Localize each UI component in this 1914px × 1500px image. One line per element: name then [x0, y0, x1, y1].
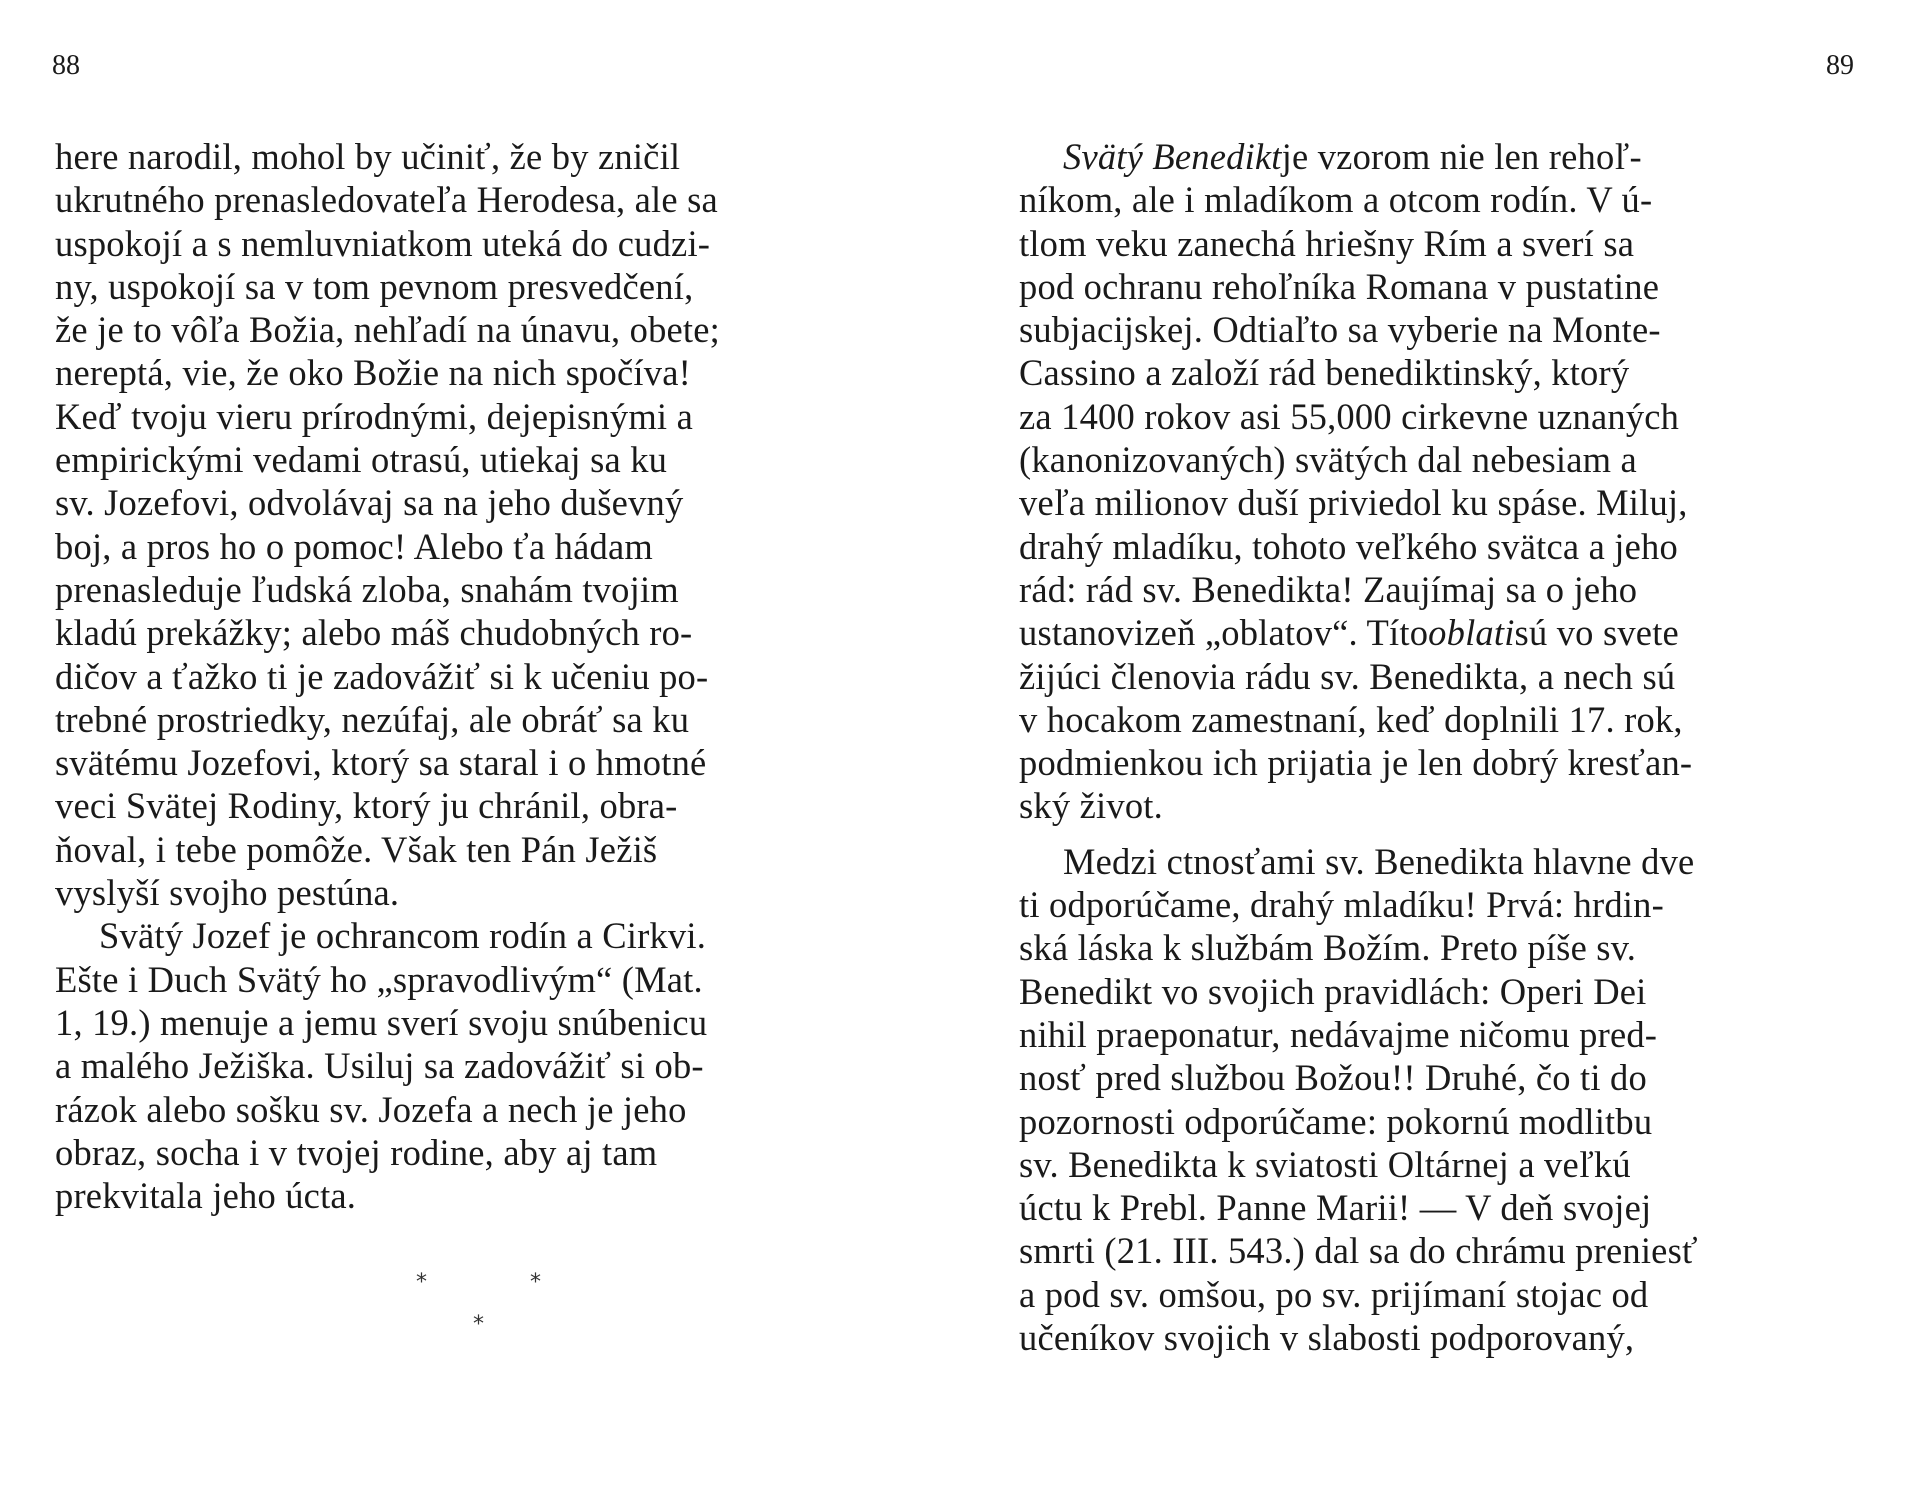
- text-line: uspokojí a s nemluvniatkom uteká do cudzi-: [55, 222, 711, 264]
- text-line: veľa milionov duší priviedol ku spáse. Miluj,: [1019, 482, 1688, 524]
- left-page-text: [55, 135, 915, 1217]
- text-line: rázok alebo sošku sv. Jozefa a nech je jeho: [55, 1088, 687, 1130]
- text-line: prekvitala jeho úcta.: [55, 1175, 357, 1217]
- text-line: rád: rád sv. Benedikta! Zaujímaj sa o jeho: [1019, 568, 1638, 610]
- text-line: tlom veku zanechá hriešny Rím a sverí sa: [1019, 222, 1635, 264]
- text-line: ny, uspokojí sa v tom pevnom presvedčení,: [55, 265, 694, 307]
- text-line: podmienkou ich prijatia je len dobrý kresťan-: [1019, 742, 1693, 784]
- left-page-number: 88: [52, 50, 80, 81]
- text-line: boj, a pros ho o pomoc! Alebo ťa hádam: [55, 525, 653, 567]
- italic-heading: Svätý Benedikt: [1063, 136, 1282, 177]
- text-line: Medzi ctnosťami sv. Benedikta hlavne dve: [1063, 840, 1695, 882]
- text-line: v hocakom zamestnaní, keď doplnili 17. rok,: [1019, 698, 1683, 740]
- text-line: Keď tvoju vieru prírodnými, dejepisnými a: [55, 395, 693, 437]
- asterisk-2: *: [530, 1270, 541, 1295]
- text-line: níkom, ale i mladíkom a otcom rodín. V ú-: [1019, 179, 1653, 221]
- right-page-number: 89: [1826, 50, 1854, 81]
- text-line: subjacijskej. Odtiaľto sa vyberie na Monte-: [1019, 309, 1661, 351]
- text-line: ti odporúčame, drahý mladíku! Prvá: hrdin-: [1019, 884, 1664, 926]
- paragraph-benedikt: [1019, 178, 1825, 611]
- text-line: obraz, socha i v tvojej rodine, aby aj tam: [55, 1131, 658, 1173]
- text-line: ský život.: [1019, 785, 1163, 827]
- right-page-text: [1019, 135, 1825, 1359]
- text-line: Ešte i Duch Svätý ho „spravodlivým“ (Mat.: [55, 958, 703, 1000]
- text-line: smrti (21. III. 543.) dal sa do chrámu preniesť: [1019, 1230, 1698, 1272]
- text-line: Benedikt vo svojich pravidlách: Operi Dei: [1019, 970, 1647, 1012]
- text-line: ukrutného prenasledovateľa Herodesa, ale sa: [55, 179, 718, 221]
- asterisk-3: *: [473, 1312, 484, 1337]
- text-line: prenasleduje ľudská zloba, snahám tvojim: [55, 568, 679, 610]
- text-line: Svätý Jozef je ochrancom rodín a Cirkvi.: [99, 915, 707, 957]
- text-line: here narodil, mohol by učiniť, že by zničil: [55, 136, 681, 177]
- text-line: empirickými vedami otrasú, utiekaj sa ku: [55, 439, 668, 481]
- text-line: nereptá, vie, že oko Božie na nich spočíva!: [55, 352, 691, 394]
- text-line: drahý mladíku, tohoto veľkého svätca a jeho: [1019, 525, 1678, 567]
- text-line: svätému Jozefovi, ktorý sa staral i o hmotné: [55, 742, 707, 784]
- text-line: že je to vôľa Božia, nehľadí na únavu, obete;: [55, 309, 721, 351]
- text-line: nihil praeponatur, nedávajme ničomu pred-: [1019, 1013, 1658, 1055]
- right-page: [957, 0, 1914, 1500]
- text-line: ňoval, i tebe pomôže. Však ten Pán Ježiš: [55, 828, 658, 870]
- text-line: za 1400 rokov asi 55,000 cirkevne uznaných: [1019, 395, 1680, 437]
- text-line: sv. Benedikta k sviatosti Oltárnej a veľkú: [1019, 1143, 1631, 1185]
- paragraph-virtues: [1019, 840, 1825, 1360]
- text-line: Cassino a založí rád benediktinský, ktorý: [1019, 352, 1630, 394]
- text-line: 1, 19.) menuje a jemu sverí svoju snúbenicu: [55, 1001, 708, 1043]
- text-line: pod ochranu rehoľníka Romana v pustatine: [1019, 265, 1660, 307]
- asterisk-1: *: [416, 1270, 427, 1295]
- text-line: žijúci členovia rádu sv. Benedikta, a nech sú: [1019, 655, 1676, 697]
- text-line: a malého Ježiška. Usiluj sa zadovážiť si ob-: [55, 1045, 704, 1087]
- text-line: ská láska k službám Božím. Preto píše sv.: [1019, 927, 1637, 969]
- text-line: pozornosti odporúčame: pokornú modlitbu: [1019, 1100, 1653, 1142]
- text-line: kladú prekážky; alebo máš chudobných ro-: [55, 612, 693, 654]
- text-line: sv. Jozefovi, odvolávaj sa na jeho duševný: [55, 482, 684, 524]
- paragraph-line: ustanovizeň „oblatov“. Títooblatisú vo svete: [1019, 612, 1679, 654]
- text-line: vyslyší svojho pestúna.: [55, 872, 400, 914]
- text-line: (kanonizovaných) svätých dal nebesiam a: [1019, 439, 1637, 481]
- text-line: dičov a ťažko ti je zadovážiť si k učeniu po-: [55, 655, 709, 697]
- text-line: nosť pred službou Božou!! Druhé, čo ti do: [1019, 1057, 1647, 1099]
- italic-oblati: oblati: [1428, 612, 1515, 654]
- paragraph-line: Svätý Benediktje vzorom nie len rehoľ-: [1063, 136, 1642, 177]
- text-line: trebné prostriedky, nezúfaj, ale obráť sa ku: [55, 698, 690, 740]
- text-line: úctu k Prebl. Panne Marii! — V deň svojej: [1019, 1187, 1652, 1229]
- text-line: a pod sv. omšou, po sv. prijímaní stojac od: [1019, 1273, 1649, 1315]
- text-line: učeníkov svojich v slabosti podporovaný,: [1019, 1317, 1635, 1359]
- text-line: veci Svätej Rodiny, ktorý ju chránil, obra-: [55, 785, 678, 827]
- paragraph-benedikt-tail: [1019, 655, 1825, 828]
